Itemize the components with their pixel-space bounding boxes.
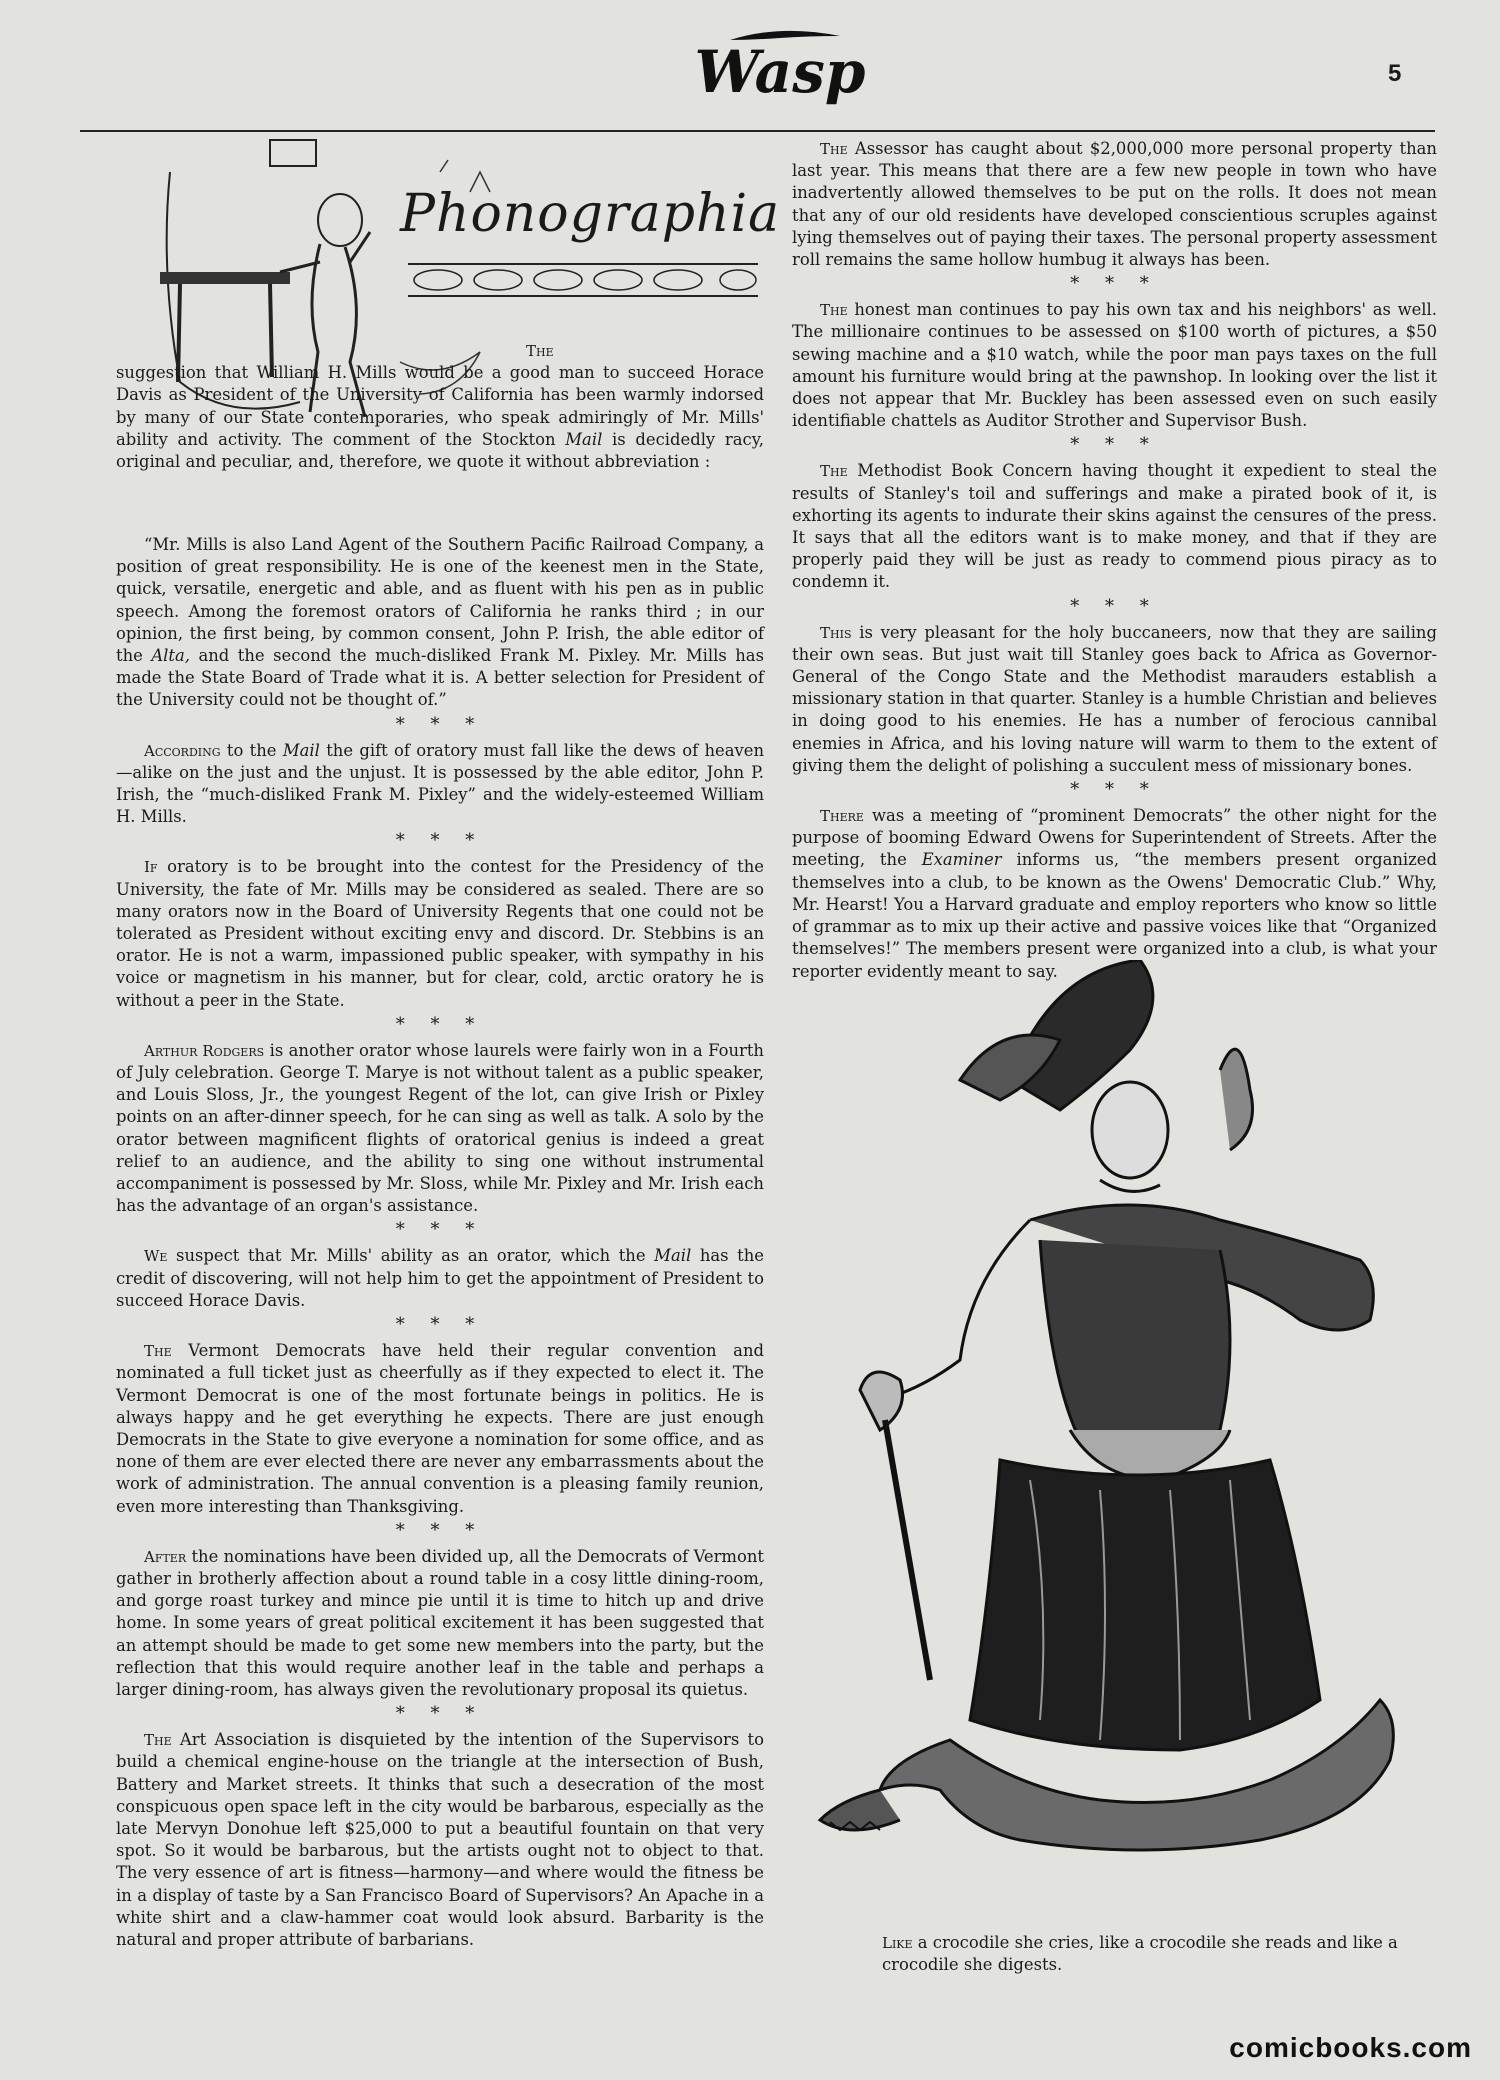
paragraph-democrats-meeting: There was a meeting of “prominent Democrats” the other night for the purpose of booming Edward Owens for Superintendent of Streets. After the meeting, the Examiner informs us, “the members present organized themselves into a club, to be known as the Owens' Democratic Club.” Why, Mr. Hearst! You a Harvard graduate and employ reporters who know so little of grammar as to mix up their active and passive voices like that “Organized themselves!” The members present were organized into a club, is what your reporter evidently meant to say. <box>792 806 1437 981</box>
section-title: Phonographia <box>400 184 781 244</box>
intro-text-2: is decidedly racy, original and peculiar, and, therefore, we quote it without abbreviation : <box>116 429 764 472</box>
section-stars: * * * <box>395 713 485 735</box>
paragraph-rodgers: Arthur Rodgers is another orator whose laurels were fairly won in a Fourth of July celebration. George T. Marye is not without talent as a public speaker, and Louis Sloss, Jr., the youngest Regent of the lot, can give Irish or Pixley points on an after-dinner speech, for he can sing as well as talk. A solo by the orator between magnificent flights of oratorical genius is indeed a great relief to an audience, and the ability to sing one without instrumental accompaniment is possessed by Mr. Sloss, while Mr. Pixley and Mr. Irish each has the advantage of an organ's assistance. <box>116 1040 764 1216</box>
section-stars: * * * <box>1070 273 1159 295</box>
intro-paragraph <box>116 340 764 473</box>
caption-text: a crocodile she cries, like a crocodile she reads and like a crocodile she digests. <box>882 1933 1398 1974</box>
illustration-caption <box>840 1932 1420 1975</box>
masthead-title: Wasp <box>694 38 866 106</box>
watermark-logo: comicbooks.com <box>1229 2032 1472 2063</box>
paragraph-suspect: We suspect that Mr. Mills' ability as an orator, which the Mail has the credit of discovering, will not help him to get the appointment of President to succeed Horace Davis. <box>116 1246 764 1310</box>
paragraph-buccaneers: This is very pleasant for the holy buccaneers, now that they are sailing their own seas. But just wait till Stanley goes back to Africa as Governor-General of the Congo State and the Methodist marauders establish a missionary station in that quarter. Stanley is a humble Christian and believes in doing good to his enemies. He has a number of ferocious cannibal enemies in Africa, and his loving nature will warm to them to the extent of giving them the delight of polishing a succulent mess of missionary bones. <box>792 622 1437 775</box>
masthead-logo <box>690 22 870 122</box>
page-number: 5 <box>1388 60 1402 87</box>
section-stars: * * * <box>395 1013 485 1035</box>
section-stars: * * * <box>1070 779 1159 801</box>
section-stars: * * * <box>1070 595 1159 617</box>
mills-quote: “Mr. Mills is also Land Agent of the Southern Pacific Railroad Company, a position of great responsibility. He is one of the keenest men in the State, quick, versatile, energetic and able, and as fluent with his pen as in public speech. Among the foremost orators of California he ranks third ; in our opinion, the first being, by common consent, John P. Irish, the able editor of the Alta, and the second the much-disliked Frank M. Pixley. Mr. Mills has made the State Board of Trade what it is. A better selection for President of the University could not be thought of.” <box>116 535 764 710</box>
section-stars: * * * <box>395 1219 485 1241</box>
left-column <box>116 534 764 1955</box>
decorative-band <box>408 260 758 300</box>
intro-lead-caps: The <box>526 342 554 360</box>
paragraph-methodist: The Methodist Book Concern having thought it expedient to steal the results of Stanley's toil and sufferings and make a pirated book of it, is exhorting its agents to indurate their skins against the censures of the press. It says that all the editors want is to make money, and that if they are properly paid they will be just as ready to commend pious piracy as to condemn it. <box>792 461 1437 592</box>
intro-text-1: suggestion that William H. Mills would be a good man to succeed Horace Davis as President of the University of California has been warmly indorsed by many of our State contemporaries, who speak admiringly of Mr. Mills' ability and activity. The comment of the Stockton <box>116 363 764 449</box>
section-stars: * * * <box>395 1703 485 1725</box>
paragraph-vermont: The Vermont Democrats have held their regular convention and nominated a full ticket just as cheerfully as if they expected to elect it. The Vermont Democrat is one of the most fortunate beings in politics. He is always happy and he get everything he expects. There are just enough Democrats in the State to give everyone a nomination for some office, and as none of them are ever elected there are never any embarrassments about the work of administration. The annual convention is a pleasing family reunion, even more interesting than Thanksgiving. <box>116 1341 764 1516</box>
section-stars: * * * <box>395 830 485 852</box>
paragraph-honest-man: The honest man continues to pay his own tax and his neighbors' as well. The millionaire continues to be assessed on $100 worth of pictures, a $50 sewing machine and a $10 watch, while the poor man pays taxes on the full amount his furniture would bring at the pawnshop. In looking over the list it does not appear that Mr. Buckley has been assessed even on such easily identifiable chattels as Auditor Strother and Supervisor Bush. <box>792 300 1437 431</box>
paragraph-art-association: The Art Association is disquieted by the intention of the Supervisors to build a chemical engine-house on the triangle at the intersection of Bush, Battery and Market streets. It thinks that such a desecration of the most conspicuous open space left in the city would be barbarous, especially as the late Mervyn Donohue left $25,000 to put a beautiful fountain on that very spot. So it would be barbarous, but the artists ought not to object to that. The very essence of art is fitness—harmony—and where would the fitness be in a display of taste by a San Francisco Board of Supervisors? An Apache in a white shirt and a claw-hammer coat would look absurd. Barbarity is the natural and proper attribute of barbarians. <box>116 1730 764 1949</box>
section-stars: * * * <box>395 1314 485 1336</box>
paragraph-according: According to the Mail the gift of oratory must fall like the dews of heaven—alike on the just and the unjust. It is possessed by the able editor, John P. Irish, the “much-disliked Frank M. Pixley” and the widely-esteemed William H. Mills. <box>116 740 765 827</box>
paragraph-oratory: If oratory is to be brought into the contest for the Presidency of the University, the fate of Mr. Mills may be considered as sealed. There are so many orators now in the Board of University Regents that one could not be tolerated as President without exciting envy and discord. Dr. Stebbins is an orator. He is not a warm, impassioned public speaker, with sympathy in his voice or magnetism in his manner, but for clear, cold, arctic oratory he is without a peer in the State. <box>116 857 765 1010</box>
crocodile-lady-illustration <box>800 960 1420 1920</box>
paragraph-assessor: The Assessor has caught about $2,000,000 more personal property than last year. This means that there are a few new people in town who have inadvertently allowed themselves to be put on the rolls. It does not mean that any of our old residents have developed conscientious scruples against lying themselves out of paying their taxes. The personal property assessment roll remains the same hollow humbug it always has been. <box>792 139 1437 270</box>
caption-caps: Like <box>882 1934 913 1952</box>
intro-mail: Mail <box>565 429 603 449</box>
section-stars: * * * <box>395 1519 485 1541</box>
section-stars: * * * <box>1070 434 1159 456</box>
right-column <box>792 138 1437 987</box>
paragraph-after: After the nominations have been divided up, all the Democrats of Vermont gather in brotherly affection about a round table in a cosy little dining-room, and gorge roast turkey and mince pie until it is time to hitch up and drive home. In some years of great political excitement it has been suggested that an attempt should be made to get some new members into the party, but the reflection that this would require another leaf in the table and perhaps a larger dining-room, has always given the revolutionary proposal its quietus. <box>116 1546 764 1699</box>
